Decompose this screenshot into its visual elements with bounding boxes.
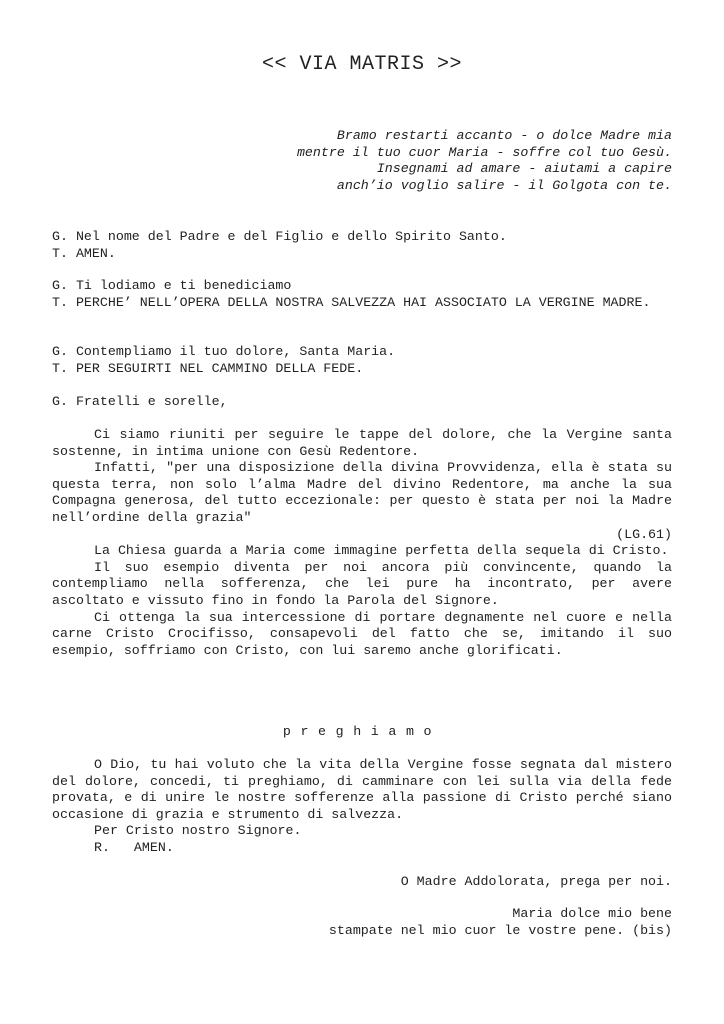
- hymn-line: mentre il tuo cuor Maria - soffre col tuo Gesù.: [296, 144, 672, 160]
- leader-line: G. Fratelli e sorelle,: [52, 394, 228, 409]
- response-1: [52, 229, 672, 262]
- leader-line: G. Ti lodiamo e ti benediciamo: [52, 278, 292, 293]
- citation: (LG.61): [616, 526, 672, 542]
- response-4: [52, 394, 672, 411]
- prayer-text: O Dio, tu hai voluto che la vita della Vergine fosse segnata dal mistero del dolore, concedi, ti preghiamo, di camminare con lei sulla via della fede provata, e di unire le nostre sofferenze alla passione di Cristo perché siano occasione di grazia e strumento di salvezza.: [52, 757, 672, 822]
- people-line: T. PERCHE’ NELL’OPERA DELLA NOSTRA SALVEZZA HAI ASSOCIATO LA VERGINE MADRE.: [52, 294, 651, 310]
- hymn-line: Bramo restarti accanto - o dolce Madre mia: [336, 128, 672, 143]
- opening-hymn: [52, 128, 672, 194]
- refrain: [52, 906, 672, 939]
- prayer-closing: Per Cristo nostro Signore.: [94, 823, 302, 839]
- leader-line: G. Nel nome del Padre e del Figlio e dello Spirito Santo.: [52, 229, 507, 244]
- prayer: [52, 757, 672, 857]
- intro-paragraph: Ci siamo riuniti per seguire le tappe del dolore, che la Vergine santa sostenne, in intima unione con Gesù Redentore.: [52, 427, 672, 459]
- prayer-heading: preghiamo: [282, 724, 442, 739]
- leader-line: G. Contempliamo il tuo dolore, Santa Maria.: [52, 344, 396, 359]
- refrain-line: Maria dolce mio bene: [512, 906, 672, 921]
- prayer-amen: R. AMEN.: [94, 839, 174, 855]
- response-3: [52, 344, 672, 377]
- people-line: T. PER SEGUIRTI NEL CAMMINO DELLA FEDE.: [52, 360, 364, 376]
- document-title: << VIA MATRIS >>: [261, 53, 463, 76]
- intro-paragraph: Il suo esempio diventa per noi ancora più convincente, quando la contempliamo nella sofferenza, che lei pure ha incontrato, per avere ascoltato e vissuto fino in fondo la Parola del Signore.: [52, 559, 672, 608]
- people-line: T. AMEN.: [52, 245, 116, 261]
- prayer-heading-wrap: [52, 724, 672, 741]
- introduction: [52, 427, 672, 659]
- invocation: [52, 874, 672, 891]
- intro-paragraph: Infatti, "per una disposizione della divina Provvidenza, ella è stata su questa terra, non solo l’alma Madre del divino Redentore, ma anche la sua Compagna generosa, del tutto eccezionale: per questo è stata per noi la Madre nell’ordine della grazia": [52, 460, 672, 525]
- response-2: [52, 278, 672, 311]
- hymn-line: anch’io voglio salire - il Golgota con te.: [336, 177, 672, 193]
- intro-paragraph: La Chiesa guarda a Maria come immagine perfetta della sequela di Cristo.: [94, 543, 669, 559]
- refrain-line: stampate nel mio cuor le vostre pene. (bis): [328, 922, 672, 938]
- intro-paragraph: Ci ottenga la sua intercessione di portare degnamente nel cuore e nella carne Cristo Crocifisso, consapevoli del fatto che se, imitando il suo esempio, soffriamo con Cristo, con lui saremo anche glorificati.: [52, 609, 672, 658]
- invocation-line: O Madre Addolorata, prega per noi.: [400, 874, 672, 889]
- hymn-line: Insegnami ad amare - aiutami a capire: [376, 161, 672, 177]
